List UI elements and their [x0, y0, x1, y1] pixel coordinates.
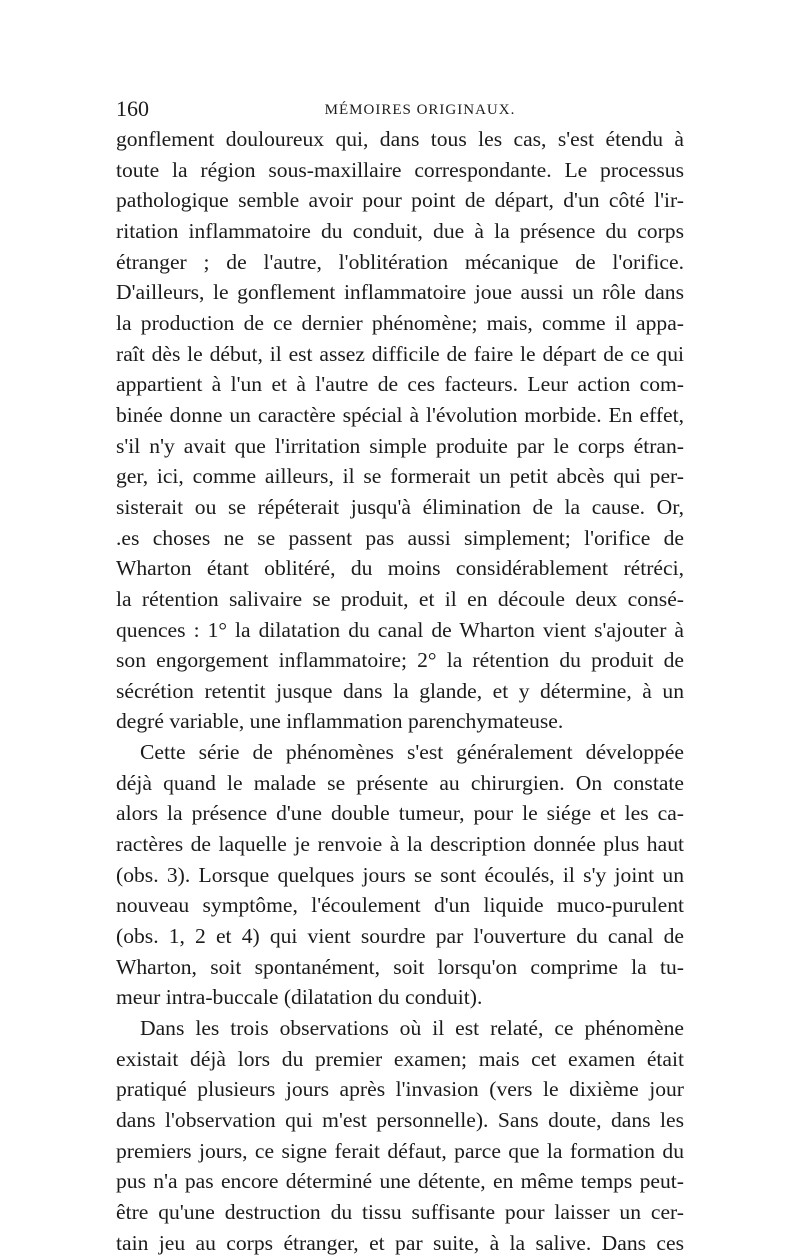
text-line: pratiqué plusieurs jours après l'invasion (vers le dixième jour [116, 1077, 684, 1102]
text-line: (obs. 1, 2 et 4) qui vient sourdre par l'ouverture du canal de [116, 924, 684, 949]
text-line: la rétention salivaire se produit, et il en découle deux consé- [116, 586, 684, 611]
text-line: meur intra-buccale (dilatation du conduit). [116, 985, 483, 1010]
text-line: Cette série de phénomènes s'est généralement développée [140, 740, 684, 765]
text-line: degré variable, une inflammation parenchymateuse. [116, 709, 564, 734]
text-line: Dans les trois observations où il est relaté, ce phénomène [140, 1016, 684, 1041]
text-line: gonflement douloureux qui, dans tous les cas, s'est étendu à [116, 127, 684, 151]
text-line: la production de ce dernier phénomène; mais, comme il appa- [116, 310, 684, 335]
text-line: D'ailleurs, le gonflement inflammatoire joue aussi un rôle dans [116, 280, 684, 305]
text-line: être qu'une destruction du tissu suffisante pour laisser un cer- [116, 1199, 684, 1224]
text-line: binée donne un caractère spécial à l'évolution morbide. En effet, [116, 402, 684, 427]
text-line: raît dès le début, il est assez difficile de faire le départ de ce qui [116, 341, 684, 366]
text-line: Wharton, soit spontanément, soit lorsqu'on comprime la tu- [116, 954, 684, 979]
text-line: sécrétion retentit jusque dans la glande, et y détermine, à un [116, 678, 684, 703]
running-title: MÉMOIRES ORIGINAUX. [324, 102, 516, 118]
text-line: quences : 1° la dilatation du canal de Wharton vient s'ajouter à [116, 617, 684, 642]
text-line: déjà quand le malade se présente au chirurgien. On constate [116, 770, 684, 795]
text-line: dans l'observation qui m'est personnelle). Sans doute, dans les [116, 1108, 684, 1132]
text-line: s'il n'y avait que l'irritation simple produite par le corps étran- [116, 433, 684, 458]
text-line: tain jeu au corps étranger, et par suite, à la salive. Dans ces [116, 1230, 684, 1255]
text-line: .es choses ne se passent pas aussi simplement; l'orifice de [116, 525, 684, 550]
text-line: pathologique semble avoir pour point de départ, d'un côté l'ir- [116, 188, 684, 213]
text-line: nouveau symptôme, l'écoulement d'un liquide muco-purulent [116, 893, 684, 918]
text-line: alors la présence d'une double tumeur, pour le siége et les ca- [116, 801, 684, 826]
running-head [116, 94, 684, 124]
text-line: toute la région sous-maxillaire correspondante. Le processus [116, 157, 684, 182]
text-line: appartient à l'un et à l'autre de ces facteurs. Leur action com- [116, 372, 684, 397]
body-text [116, 124, 684, 1258]
text-line: ger, ici, comme ailleurs, il se formerait un petit abcès qui per- [116, 464, 684, 489]
text-line: Wharton étant oblitéré, du moins considérablement rétréci, [116, 556, 684, 581]
text-line: ractères de laquelle je renvoie à la description donnée plus haut [116, 832, 684, 857]
text-line: existait déjà lors du premier examen; mais cet examen était [116, 1046, 684, 1071]
text-line: pus n'a pas encore déterminé une détente, en même temps peut- [116, 1169, 684, 1194]
page-number: 160 [116, 96, 149, 121]
text-line: (obs. 3). Lorsque quelques jours se sont écoulés, il s'y joint un [116, 862, 684, 887]
text-line: son engorgement inflammatoire; 2° la rétention du produit de [116, 648, 684, 673]
text-line: étranger ; de l'autre, l'oblitération mécanique de l'orifice. [116, 249, 684, 274]
text-line: premiers jours, ce signe ferait défaut, parce que la formation du [116, 1138, 684, 1163]
text-line: sisterait ou se répéterait jusqu'à élimination de la cause. Or, [116, 494, 684, 519]
text-line: ritation inflammatoire du conduit, due à la présence du corps [116, 218, 684, 243]
